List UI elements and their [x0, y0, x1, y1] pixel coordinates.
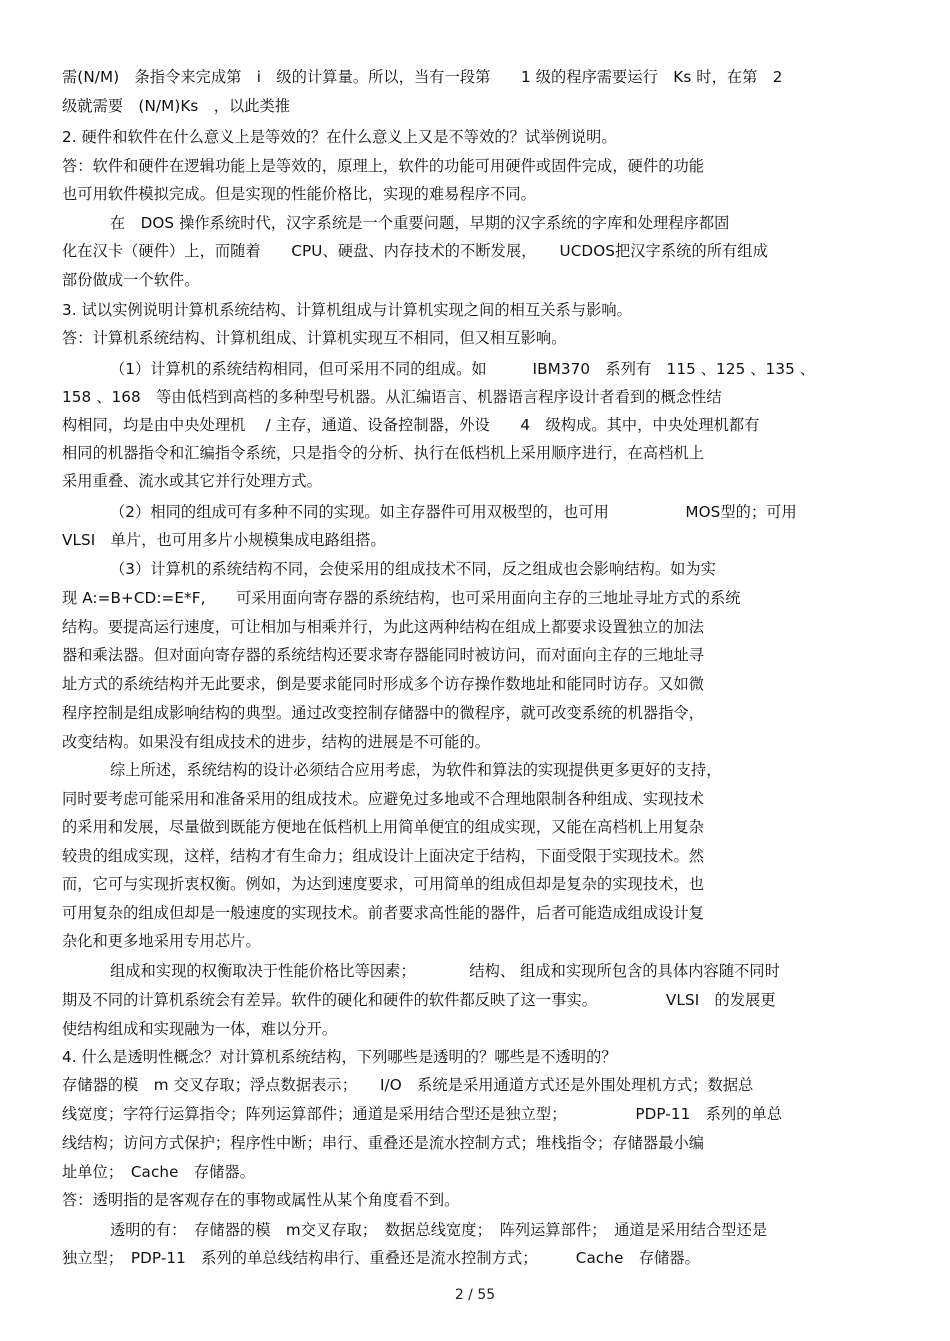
text-line: 化在汉卡（硬件）上，而随着 CPU、硬盘、内存技术的不断发展， UCDOS把汉字系统的所有组成 [62, 242, 768, 260]
text-line: 综上所述，系统结构的设计必须结合应用考虑，为软件和算法的实现提供更多更好的支持， [110, 761, 722, 779]
text-line: 需(N/M) 条指令来完成第 i 级的计算量。所以，当有一段第 1 级的程序需要运行 Ks 时，在第 2 [62, 68, 783, 86]
question-3: 3. 试以实例说明计算机系统结构、计算机组成与计算机实现之间的相互关系与影响。 [62, 301, 632, 319]
text-line: VLSI 单片，也可用多片小规模集成电路组搭。 [62, 531, 386, 549]
text-line: 部份做成一个软件。 [62, 271, 200, 289]
text-line: （3）计算机的系统结构不同，会使采用的组成技术不同，反之组成也会影响结构。如为实 [110, 560, 716, 578]
text-line: 独立型； PDP-11 系列的单总线结构串行、重叠还是流水控制方式； Cache 存储器。 [62, 1249, 700, 1267]
text-line: 答：软件和硬件在逻辑功能上是等效的，原理上，软件的功能可用硬件或固件完成，硬件的功能 [62, 157, 705, 175]
text-line: 同时要考虑可能采用和准备采用的组成技术。应避免过多地或不合理地限制各种组成、实现技术 [62, 790, 705, 808]
text-line: 较贵的组成实现，这样，结构才有生命力；组成设计上面决定于结构，下面受限于实现技术。然 [62, 847, 705, 865]
text-line: 期及不同的计算机系统会有差异。软件的硬化和硬件的软件都反映了这一事实。 VLSI 的发展更 [62, 991, 776, 1009]
text-line: 存储器的模 m 交叉存取；浮点数据表示； I/O 系统是采用通道方式还是外围处理机方式；数据总 [62, 1076, 754, 1094]
text-line: 也可用软件模拟完成。但是实现的性能价格比，实现的难易程序不同。 [62, 185, 536, 203]
question-4: 4. 什么是透明性概念？对计算机系统结构，下列哪些是透明的？哪些是不透明的？ [62, 1048, 617, 1066]
text-line: 改变结构。如果没有组成技术的进步，结构的进展是不可能的。 [62, 733, 491, 751]
text-line: 级就需要 (N/M)Ks ，以此类推 [62, 97, 291, 115]
text-line: 答：透明指的是客观存在的事物或属性从某个角度看不到。 [62, 1191, 460, 1209]
text-line: 使结构组成和实现融为一体，难以分开。 [62, 1020, 338, 1038]
text-line: 址单位； Cache 存储器。 [62, 1163, 256, 1181]
text-line: 透明的有： 存储器的模 m交叉存取； 数据总线宽度； 阵列运算部件； 通道是采用结合型还是 [110, 1221, 768, 1239]
text-line: 址方式的系统结构并无此要求，倒是要求能同时形成多个访存操作数地址和能同时访存。又如微 [62, 675, 705, 693]
text-line: 线宽度；字符行运算指令；阵列运算部件；通道是采用结合型还是独立型； PDP-11 系列的单总 [62, 1105, 783, 1123]
text-line: 器和乘法器。但对面向寄存器的系统结构还要求寄存器能同时被访问，而对面向主存的三地址寻 [62, 646, 705, 664]
question-2: 2. 硬件和软件在什么意义上是等效的？在什么意义上又是不等效的？试举例说明。 [62, 128, 617, 146]
text-line: 构相同，均是由中央处理机 / 主存，通道、设备控制器，外设 4 级构成。其中，中央处理机都有 [62, 416, 760, 434]
text-line: 线结构；访问方式保护；程序性中断；串行、重叠还是流水控制方式；堆栈指令；存储器最小编 [62, 1134, 705, 1152]
page-number: 2 / 55 [454, 1287, 496, 1303]
text-line: 在 DOS 操作系统时代，汉字系统是一个重要问题，早期的汉字系统的字库和处理程序都固 [110, 214, 730, 232]
text-line: （2）相同的组成可有多种不同的实现。如主存器件可用双极型的，也可用 MOS型的；可用 [110, 503, 797, 521]
text-line: 158 、168 等由低档到高档的多种型号机器。从汇编语言、机器语言程序设计者看到的概念性结 [62, 388, 722, 406]
text-line: 现 A:=B+CD:=E*F, 可采用面向寄存器的系统结构，也可采用面向主存的三地址寻址方式的系统 [62, 589, 741, 607]
text-line: （1）计算机的系统结构相同，但可采用不同的组成。如 IBM370 系列有 115 、125 、135 、 [110, 360, 816, 378]
text-line: 相同的机器指令和汇编指令系统，只是指令的分析、执行在低档机上采用顺序进行，在高档机上 [62, 444, 705, 462]
text-line: 结构。要提高运行速度，可让相加与相乘并行，为此这两种结构在组成上都要求设置独立的加法 [62, 618, 705, 636]
text-line: 答：计算机系统结构、计算机组成、计算机实现互不相同，但又相互影响。 [62, 329, 567, 347]
text-line: 而，它可与实现折衷权衡。例如，为达到速度要求，可用简单的组成但却是复杂的实现技术，也 [62, 875, 705, 893]
text-line: 杂化和更多地采用专用芯片。 [62, 932, 261, 950]
text-line: 程序控制是组成影响结构的典型。通过改变控制存储器中的微程序，就可改变系统的机器指令， [62, 704, 705, 722]
text-line: 组成和实现的权衡取决于性能价格比等因素； 结构、 组成和实现所包含的具体内容随不同时 [110, 962, 780, 980]
text-line: 的采用和发展，尽量做到既能方便地在低档机上用简单便宜的组成实现，又能在高档机上用复杂 [62, 818, 705, 836]
text-line: 可用复杂的组成但却是一般速度的实现技术。前者要求高性能的器件，后者可能造成组成设计复 [62, 904, 705, 922]
text-line: 采用重叠、流水或其它并行处理方式。 [62, 472, 322, 490]
